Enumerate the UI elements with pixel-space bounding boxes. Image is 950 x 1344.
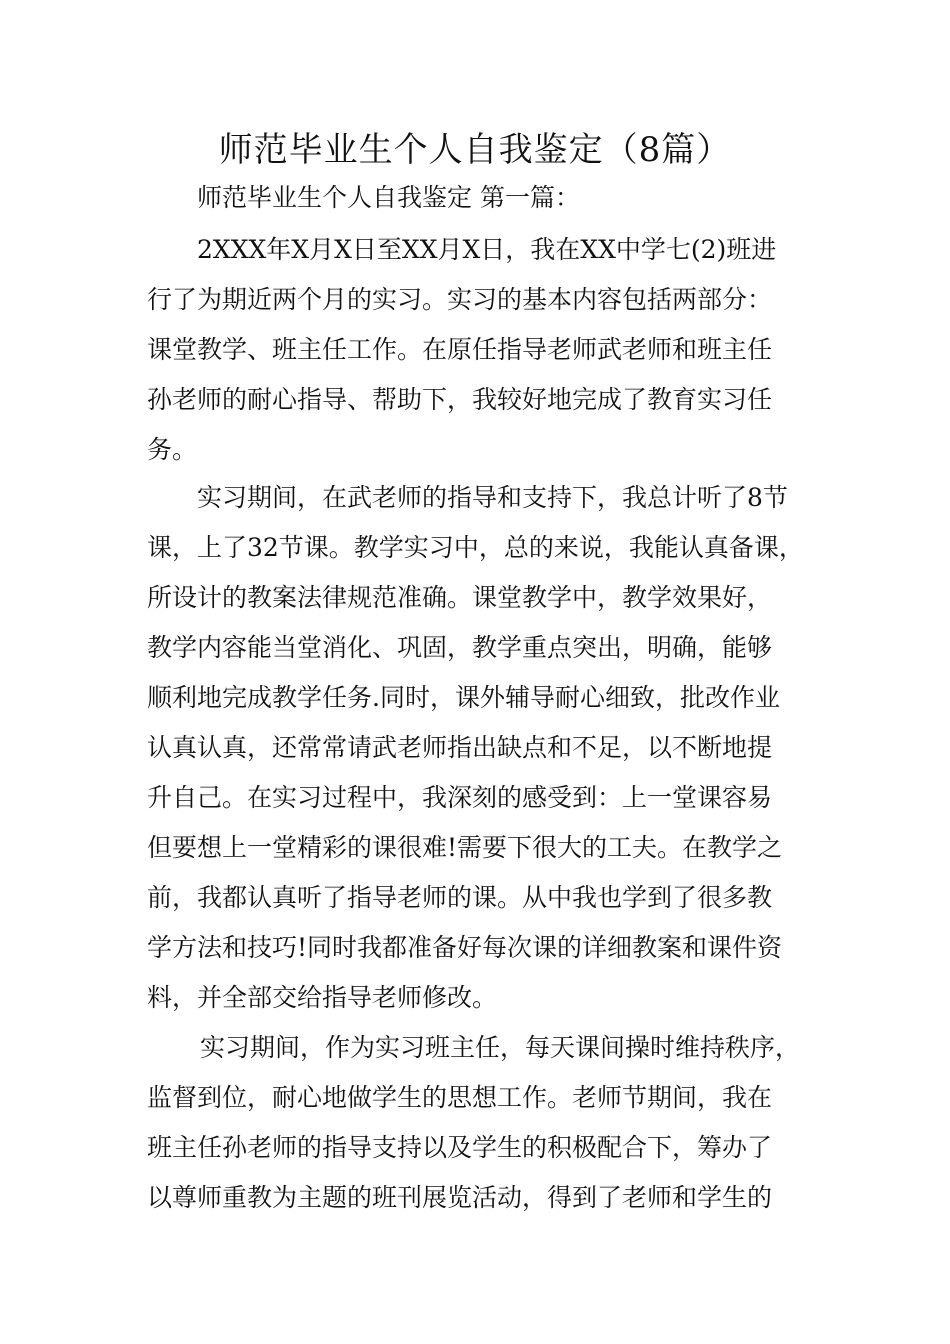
paragraph-2-line-9: 前，我都认真听了指导老师的课。从中我也学到了很多教 <box>147 883 773 912</box>
paragraph-2-line-8: 但要想上一堂精彩的课很难!需要下很大的工夫。在教学之 <box>147 833 783 862</box>
paragraph-3-line-1: 实习期间，作为实习班主任，每天课间操时维持秩序， <box>200 1033 801 1062</box>
paragraph-1-line-5: 务。 <box>147 435 198 464</box>
subheading: 师范毕业生个人自我鉴定 第一篇： <box>197 183 580 212</box>
paragraph-2-line-3: 所设计的教案法律规范准确。课堂教学中，教学效果好， <box>147 583 773 612</box>
paragraph-3-line-3: 班主任孙老师的指导支持以及学生的积极配合下，筹办了 <box>147 1133 773 1162</box>
paragraph-2-line-7: 升自己。在实习过程中，我深刻的感受到：上一堂课容易 <box>147 783 773 812</box>
paragraph-1-line-4: 孙老师的耐心指导、帮助下，我较好地完成了教育实习任 <box>147 385 773 414</box>
paragraph-2-line-5: 顺利地完成教学任务.同时，课外辅导耐心细致，批改作业 <box>147 683 780 712</box>
document-title: 师范毕业生个人自我鉴定（8篇） <box>218 130 732 170</box>
paragraph-1-line-3: 课堂教学、班主任工作。在原任指导老师武老师和班主任 <box>147 335 773 364</box>
paragraph-3-line-4: 以尊师重教为主题的班刊展览活动，得到了老师和学生的 <box>147 1183 773 1212</box>
paragraph-2-line-1: 实习期间，在武老师的指导和支持下，我总计听了8节 <box>197 483 788 512</box>
paragraph-2-line-2: 课，上了32节课。教学实习中，总的来说，我能认真备课， <box>147 533 804 562</box>
paragraph-2-line-10: 学方法和技巧!同时我都准备好每次课的详细教案和课件资 <box>147 933 783 962</box>
paragraph-2-line-11: 料，并全部交给指导老师修改。 <box>147 983 498 1012</box>
paragraph-1-line-1: 2XXX年X月X日至XX月X日，我在XX中学七(2)班进 <box>197 235 777 264</box>
paragraph-1-line-2: 行了为期近两个月的实习。实习的基本内容包括两部分： <box>147 285 773 314</box>
paragraph-3-line-2: 监督到位，耐心地做学生的思想工作。老师节期间，我在 <box>147 1083 773 1112</box>
paragraph-2-line-6: 认真认真，还常常请武老师指出缺点和不足，以不断地提 <box>147 733 773 762</box>
paragraph-2-line-4: 教学内容能当堂消化、巩固，教学重点突出，明确，能够 <box>147 633 773 662</box>
